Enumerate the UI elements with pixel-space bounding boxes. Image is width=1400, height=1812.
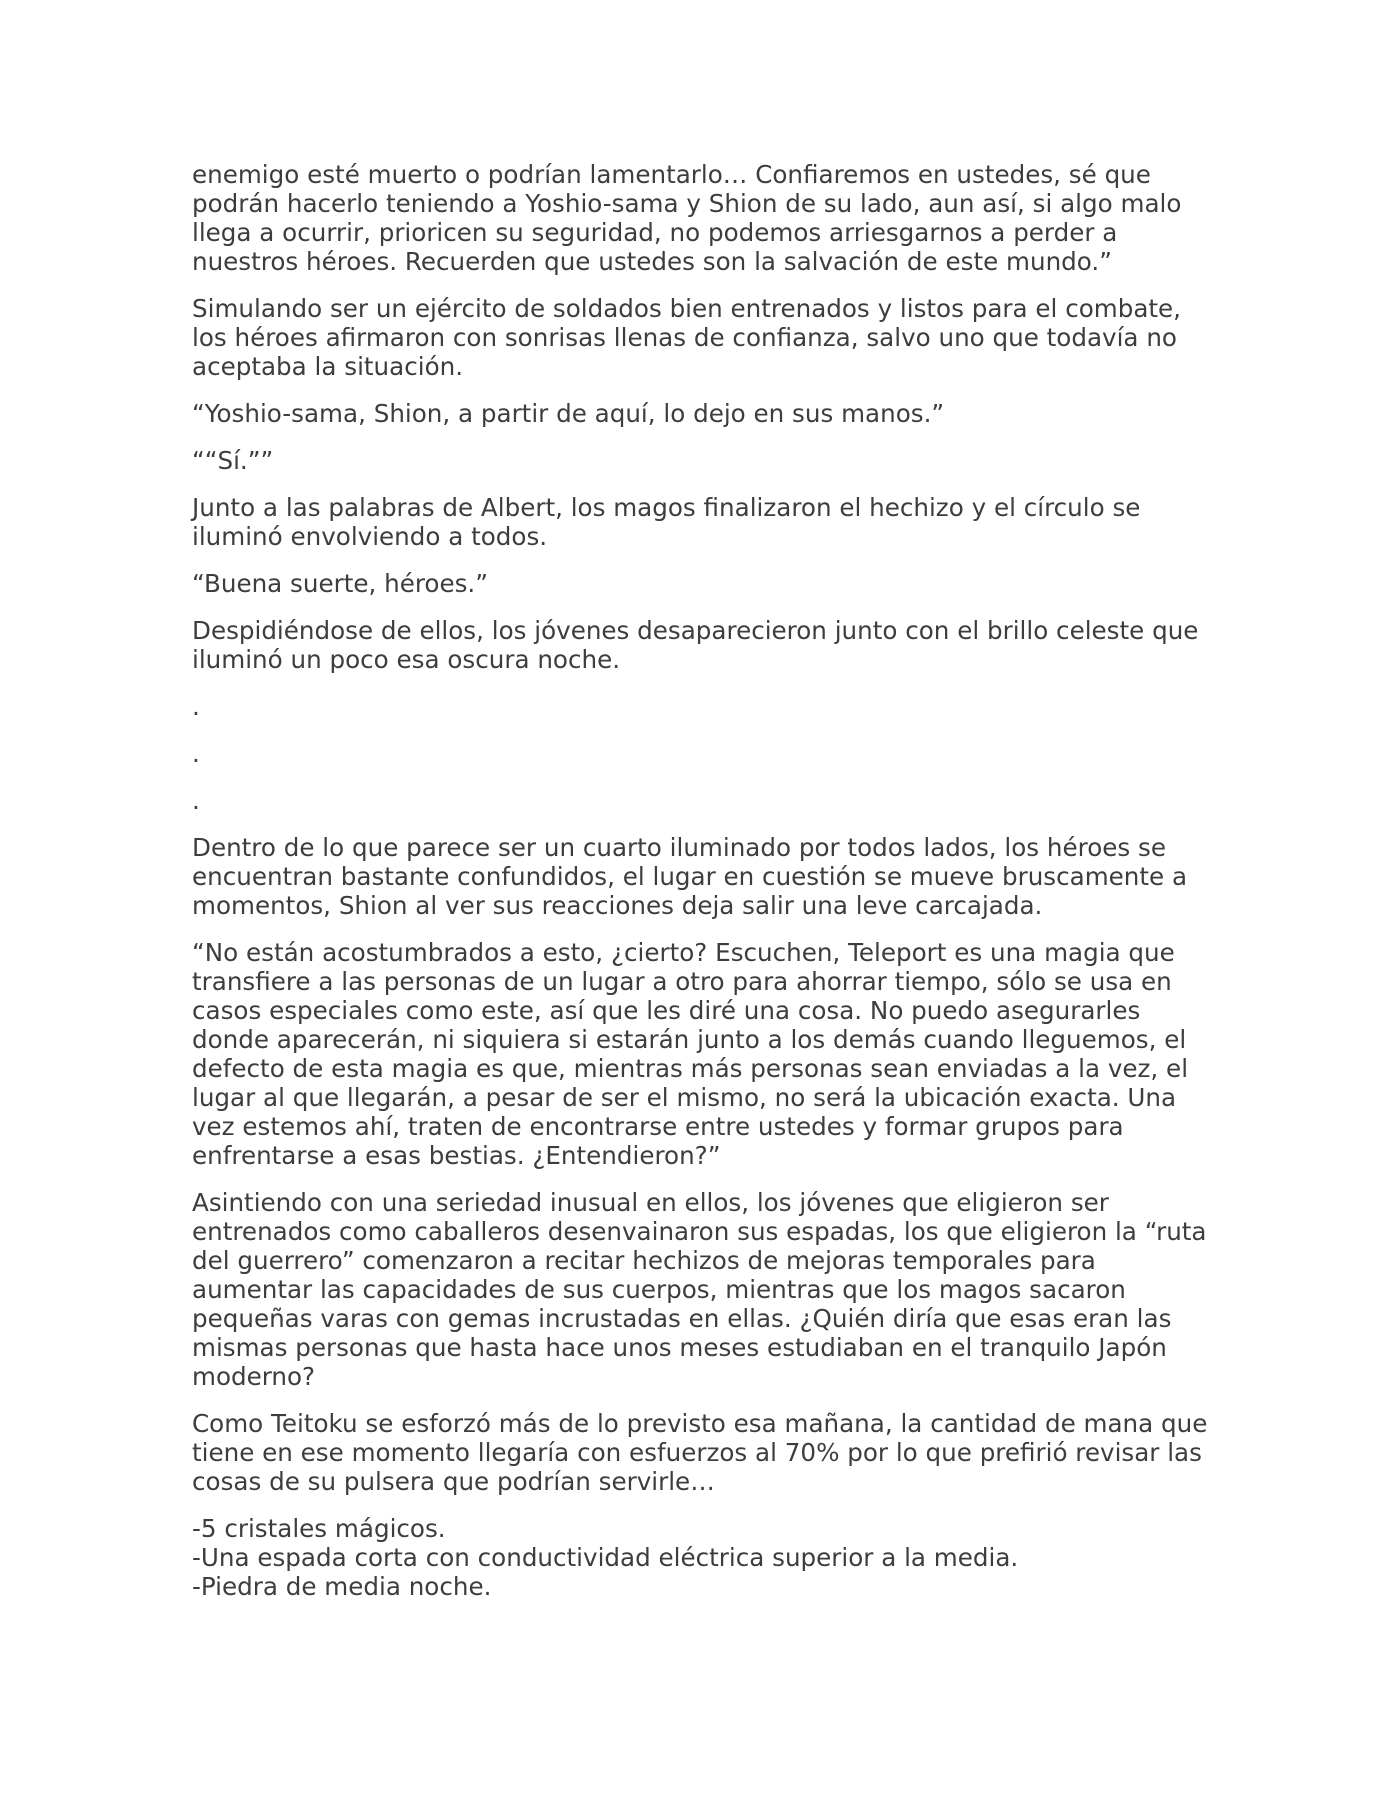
dialogue-line: “Buena suerte, héroes.”: [192, 569, 488, 598]
dialogue-paragraph: “No están acostumbrados a esto, ¿cierto? Escuchen, Teleport es una magia que transfiere a las personas de un lugar a otro para ahorrar tiempo, sólo se usa en casos especiales como este, así que les diré una cosa. No puedo asegurarles donde aparecerán, ni siquiera si estarán junto a los demás cuando lleguemos, el defecto de esta magia es que, mientras más personas sean enviadas a la vez, el lugar al que llegarán, a pesar de ser el mismo, no será la ubicación exacta. Una vez estemos ahí, traten de encontrarse entre ustedes y formar grupos para enfrentarse a esas bestias. ¿Entendieron?”: [192, 938, 1189, 1170]
document-page: [192, 160, 1212, 1619]
scene-break-dot: .: [192, 786, 200, 815]
scene-break-dot: .: [192, 692, 200, 721]
paragraph: Dentro de lo que parece ser un cuarto iluminado por todos lados, los héroes se encuentran bastante confundidos, el lugar en cuestión se mueve bruscamente a momentos, Shion al ver sus reacciones deja salir una leve carcajada.: [192, 833, 1188, 920]
item-list: [192, 1514, 1212, 1601]
paragraph: Junto a las palabras de Albert, los magos finalizaron el hechizo y el círculo se iluminó envolviendo a todos.: [192, 493, 1141, 551]
paragraph: Como Teitoku se esforzó más de lo previsto esa mañana, la cantidad de mana que tiene en ese momento llegaría con esfuerzos al 70% por lo que prefirió revisar las cosas de su pulsera que podrían servirle…: [192, 1409, 1208, 1496]
paragraph: enemigo esté muerto o podrían lamentarlo… Confiaremos en ustedes, sé que podrán hacerlo teniendo a Yoshio-sama y Shion de su lado, aun así, si algo malo llega a ocurrir, prioricen su seguridad, no podemos arriesgarnos a perder a nuestros héroes. Recuerden que ustedes son la salvación de este mundo.”: [192, 160, 1182, 276]
list-item: -5 cristales mágicos.: [192, 1514, 446, 1543]
dialogue-line: ““Sí.””: [192, 446, 274, 475]
paragraph: Despidiéndose de ellos, los jóvenes desaparecieron junto con el brillo celeste que iluminó un poco esa oscura noche.: [192, 616, 1199, 674]
dialogue-line: “Yoshio-sama, Shion, a partir de aquí, lo dejo en sus manos.”: [192, 399, 945, 428]
list-item: -Piedra de media noche.: [192, 1572, 492, 1601]
list-item: -Una espada corta con conductividad eléctrica superior a la media.: [192, 1543, 1019, 1572]
scene-break-dot: .: [192, 739, 200, 768]
paragraph: Asintiendo con una seriedad inusual en ellos, los jóvenes que eligieron ser entrenados como caballeros desenvainaron sus espadas, los que eligieron la “ruta del guerrero” comenzaron a recitar hechizos de mejoras temporales para aumentar las capacidades de sus cuerpos, mientras que los magos sacaron pequeñas varas con gemas incrustadas en ellas. ¿Quién diría que esas eran las mismas personas que hasta hace unos meses estudiaban en el tranquilo Japón moderno?: [192, 1188, 1207, 1391]
paragraph: Simulando ser un ejército de soldados bien entrenados y listos para el combate, los héroes afirmaron con sonrisas llenas de confianza, salvo uno que todavía no aceptaba la situación.: [192, 294, 1181, 381]
